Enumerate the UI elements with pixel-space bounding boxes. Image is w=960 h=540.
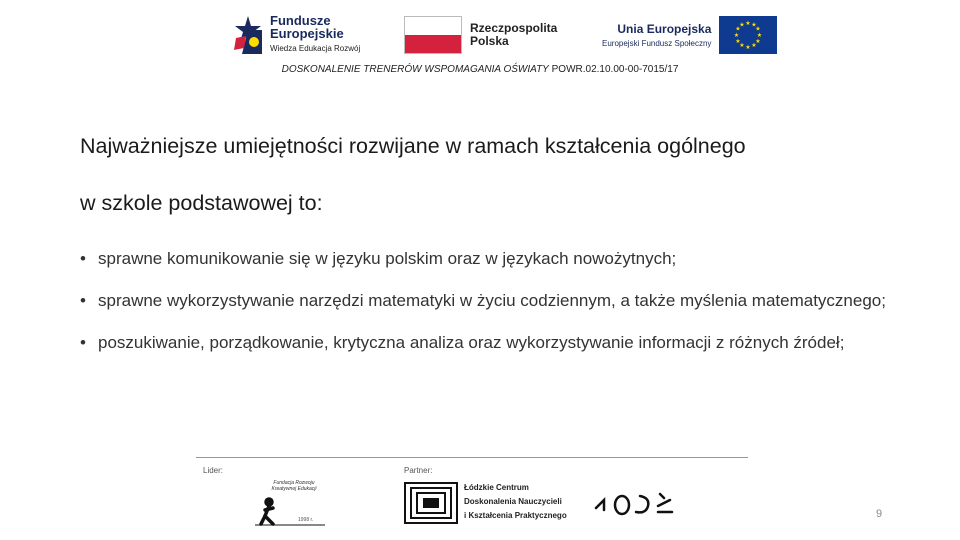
svg-text:★: ★	[735, 38, 742, 45]
fe-logo-line2: Europejskie	[270, 25, 344, 41]
svg-text:★: ★	[745, 20, 752, 27]
partner-name	[464, 481, 567, 523]
skills-list-item: • poszukiwanie, porządkowanie, krytyczna analiza oraz wykorzystywanie informacji z różnych źródeł;	[80, 324, 898, 362]
svg-text:★: ★	[755, 25, 762, 33]
lider-logo-text: Fundacja Rozwoju Kreatywnej Edukacji	[271, 480, 317, 492]
svg-text:★: ★	[751, 21, 758, 29]
polish-flag-icon	[404, 16, 462, 54]
project-code-number: POWR.02.10.00-00-7015/17	[548, 64, 679, 75]
fe-logo-sub: Wiedza Edukacja Rozwój	[270, 43, 361, 53]
fe-logo-line1: Fundusze	[270, 12, 331, 28]
project-code-name: DOSKONALENIE TRENERÓW WSPOMAGANIA OŚWIATY	[281, 64, 549, 75]
header-logos	[232, 10, 792, 60]
lider-logo-year: 1998 r.	[298, 517, 314, 523]
skills-list	[80, 240, 898, 366]
project-code	[0, 64, 960, 75]
page-number: 9	[876, 508, 883, 520]
skills-list-item: • sprawne komunikowanie się w języku polskim oraz w językach nowożytnych;	[80, 240, 898, 278]
skills-list-item: • sprawne wykorzystywanie narzędzi matematyki w życiu codziennym, a także myślenia matematycznego;	[80, 282, 898, 320]
slide-title	[80, 118, 920, 232]
partner-name-line: i Kształcenia Praktycznego	[464, 511, 567, 520]
rp-logo-line2: Polska	[470, 34, 509, 48]
rp-logo-line1: Rzeczpospolita	[470, 21, 558, 35]
ue-logo-title: Unia Europejska	[617, 22, 712, 36]
partner-name-line: Doskonalenia Nauczycieli	[464, 497, 562, 506]
svg-text:★: ★	[739, 42, 746, 49]
eu-flag-icon	[719, 16, 777, 54]
lcd-logo-icon	[404, 482, 458, 524]
slide-title-line1: Najważniejsze umiejętności rozwijane w ramach kształcenia ogólnego	[80, 134, 746, 158]
unia-europejska-logo	[602, 16, 777, 54]
lodz-logo	[592, 488, 676, 518]
partner-name-line: Łódzkie Centrum	[464, 483, 529, 492]
lider-label: Lider:	[203, 466, 224, 475]
fe-star-icon	[232, 12, 264, 56]
ue-logo-sub: Europejski Fundusz Społeczny	[602, 39, 712, 48]
svg-text:★: ★	[734, 32, 740, 39]
svg-text:★: ★	[745, 44, 752, 51]
fundusze-europejskie-logo	[232, 12, 360, 56]
svg-text:★: ★	[751, 42, 758, 49]
svg-text:★: ★	[739, 21, 746, 29]
rzeczpospolita-polska-logo	[404, 16, 557, 54]
partner-label: Partner:	[404, 466, 433, 475]
slide-title-line2: w szkole podstawowej to:	[80, 191, 323, 215]
svg-text:★: ★	[735, 25, 742, 33]
svg-text:★: ★	[757, 32, 763, 39]
footer-divider	[196, 457, 748, 458]
svg-text:★: ★	[755, 38, 762, 45]
